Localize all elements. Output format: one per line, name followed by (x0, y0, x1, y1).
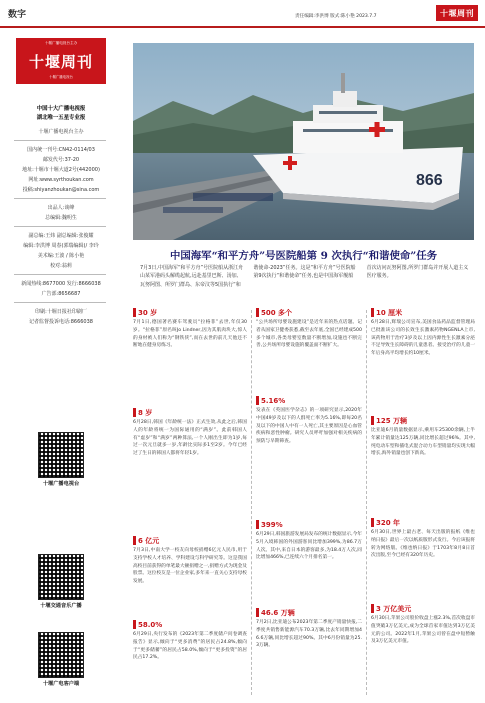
address: 地址:十堰市十堰大道2号(442000) (22, 167, 100, 173)
article-10-cm (371, 308, 475, 358)
article-title: 320 年 (376, 518, 401, 527)
lead-paragraph: 7月3日,中国海军“和平方舟”号医院船从浙江舟山某军港码头解缆起航,远赴基里巴斯、汤加、瓦努阿图、所罗门群岛、东帝汶等5国执行“和谐使命-2023”任务。这是“和平方舟”号医院船第9次执行“和谐使命”任务,也是中国海军舰船首次访问瓦努阿图,所罗门群岛并开展人道主义医疗服务。 (140, 265, 469, 288)
masthead-title: 十堰周刊 (28, 53, 93, 71)
article-body: 6月29日,央行发布的《2023年第二季度储户问卷调查报告》显示,倾向于“更多消费”的居民占24.8%,倾向于“更多储蓄”的居民占58.0%,倾向于“更多投资”的居民占17.2%。 (133, 632, 247, 661)
qr-label-tv: 十堰广播电视台 (42, 481, 80, 487)
article-466k-vehicles (256, 608, 362, 650)
article-title: 125 万辆 (376, 416, 408, 425)
article-1-25m-vehicles (371, 416, 475, 458)
divider (14, 140, 106, 141)
article-title: 10 厘米 (376, 308, 403, 317)
article-500-plus (256, 308, 362, 350)
editors: 编辑:李洪博 周春(郭瑞编辑)/ 李玲 (23, 243, 99, 249)
divider (14, 198, 106, 199)
award-line-1: 中国十大广播电视报 (36, 106, 86, 112)
designer: 美术编:王波 / 陈小艳 (37, 253, 85, 259)
article-30-years (133, 308, 247, 350)
header-divider (0, 26, 485, 28)
qr-code-tv (38, 432, 84, 478)
masthead (16, 38, 106, 84)
article-body: 6月30日,苹果公司股价收盘上涨2.3%,首次收盘市值突破3万亿美元,成为全球首家市值达到3万亿美元的公司。2022年1月,苹果公司曾在盘中短暂触及3万亿美元市值。 (371, 616, 475, 645)
post-code: 邮发代号:37-20 (42, 157, 80, 163)
ad-phone: 广告部:8656687 (41, 291, 81, 297)
cn-number: 国内统一刊号:CN42-0114/03 (27, 147, 95, 153)
article-body: 比亚迪6月销量数据显示,乘用车25300余辆,上半年累计销量达125万辆,同比增长超过96%。其中,纯电动车型和插电式混合动力车型销量均实现大幅增长,海外销量也创下新高。 (371, 428, 475, 457)
qr-code-radio (38, 554, 84, 600)
article-title: 58.0% (138, 620, 163, 629)
masthead-sub: 十堰广播电视台 (49, 75, 73, 79)
article-399-percent (256, 520, 362, 562)
page-header (0, 0, 485, 26)
article-8-years (133, 408, 247, 458)
article-body: 7月3日,中南大学一校友向母校捐赠6亿元人民币,用于支持学校人才培养、学科建设与科学研究等。这是我国高校目前获得的单笔最大额捐赠之一,捐赠方式为现金及股票。这位校友是一位企业家,多年来一直关心支持母校发展。 (133, 548, 247, 585)
article-600-million (133, 536, 247, 586)
hull-number: 866 (416, 172, 443, 189)
article-body: 7月1日,德国著名赛车驾驶员“拉格菲”去世,年仅30岁。“拉格菲”原名叫Jo Lindner,因为其肌肉块大,惊人的身材被人们称为“钢铁侠”,而在去世的前几天他还不断地在健身房练习。 (133, 320, 247, 349)
article-title: 500 多个 (261, 308, 293, 317)
article-body: 6月30日,世界上最古老、每天出版的报纸《维也纳日报》最后一次以纸质版形式发行。今后该报将转为网络版。《维也纳日报》于1703年8月8日首次出版,至今已经有320年历史。 (371, 530, 475, 559)
hospital-ship-photo (133, 43, 474, 240)
award-line-2: 湖北唯一五星专业报 (36, 115, 86, 121)
deputy-editors: 副总编:王炜 副总编辑:张俊耀 (28, 233, 94, 239)
divider (14, 302, 106, 303)
article-title: 8 岁 (138, 408, 153, 417)
article-body: 6月28日,辉瑞公司宣布,美国食品药品监督管理局已批准该公司的长效生长激素药物NGENLA上市,该药物用于治疗3岁及以上因内源性生长激素分泌不足导致生长障碍的儿童患者。接受治疗的儿童一年后身高平均增长约10厘米。 (371, 320, 475, 357)
article-body: 发表在《英国医学杂志》的一项研究显示,2020年中国49岁及以下的人群死亡率为5.16%,即每20名及以下的中国人中有一人死亡,其主要原因是心血管疾病和恶性肿瘤。研究人员呼吁加强对相关疾病的预防与早期筛查。 (256, 408, 362, 445)
editor-meta: 责任编辑:李洪博 版式:陈小艳 2023.7.7 (295, 14, 377, 19)
article-320-years (371, 518, 475, 560)
publisher: 出品人:谈峰 (47, 205, 75, 211)
printer: 印刷:十堰日报社印刷厂 (35, 309, 87, 315)
article-body: 6月28日,韩国《年龄统一法》正式生效,从此之后,韩国人的年龄将统一为国际通用的“满岁”。此前韩国人有“虚岁”和“满岁”两种算法,一个人刚出生即为1岁,每过一次元旦就多一岁,年龄比实际多1至2岁。今年已经过了生日的韩国人都将年轻1岁。 (133, 420, 247, 457)
email: 投稿:shiyanzhoukan@sina.com (22, 187, 100, 193)
article-body: 7月2日,比亚迪公布2023年第二季度产销量快报,二季度共销售新能源汽车70.3万辆,比去年同期增加46.6万辆,同比增长超过90%。其中6月份销量为25.3万辆。 (256, 620, 362, 649)
divider (14, 274, 106, 275)
proofreader: 校对:翁莉 (50, 263, 72, 269)
divider (14, 226, 106, 227)
article-title: 30 岁 (138, 308, 158, 317)
complaint-phone: 记者监督投诉电话:8666038 (29, 319, 93, 325)
ship-illustration (133, 43, 474, 240)
article-body: “公共场所母婴设施建设”是近年来的热点话题。记者从国家卫健委获悉,截至去年底,全国已经建成500多个城市,各类母婴室数量不断增加,设施也不断完善,公共场所母婴设施的覆盖面不断扩大。 (256, 320, 362, 349)
sponsor-line: 十堰广播电视台主办 (38, 129, 84, 135)
section-label: 数字 (8, 10, 27, 20)
article-3-trillion (371, 604, 475, 646)
article-title: 5.16% (261, 396, 286, 405)
hotline: 新闻热线:8677000 发行:8666038 (21, 281, 101, 287)
headline: 中国海军“和平方舟”号医院船第 9 次执行“和谐使命”任务 (170, 250, 437, 262)
article-title: 3 万亿美元 (376, 604, 412, 613)
article-body: 6月29日,韩国旅游发展局发布的统计数据显示,今年5月入境韩国的外国游客同比增加399%,为86.7万人次。其中,来自日本的游客最多,为18.4万人次,同比增加466%,已连续六个月排名第一。 (256, 532, 362, 561)
article-5-16-percent (256, 396, 362, 446)
header-logo: 十堰周刊 (436, 5, 478, 21)
qr-code-app (38, 632, 84, 678)
masthead-top: 十堰广播电视台主办 (44, 41, 78, 45)
column-divider (366, 310, 367, 695)
chief-editor: 总编辑:魏明生 (45, 215, 77, 221)
left-column (0, 34, 120, 703)
article-title: 46.6 万辆 (261, 608, 295, 617)
article-title: 399% (261, 520, 283, 529)
qr-label-radio: 十堰交通音乐广播 (40, 603, 82, 609)
website: 网址:www.syrthoukan.com (28, 177, 94, 183)
article-58-percent (133, 620, 247, 662)
qr-label-app: 十堰广电客户端 (42, 681, 80, 687)
article-title: 6 亿元 (138, 536, 160, 545)
column-divider (251, 310, 252, 695)
